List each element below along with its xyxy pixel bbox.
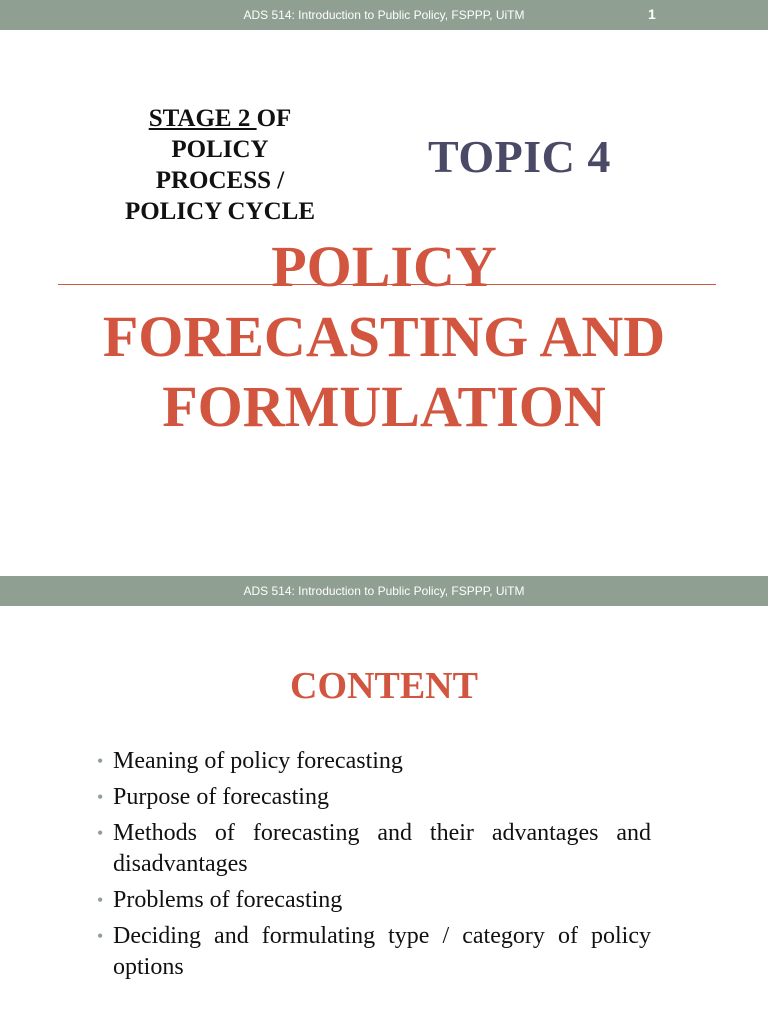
- bullet-dot-icon: •: [97, 890, 104, 910]
- slide2-footer-text: ADS 514: Introduction to Public Policy, FSPPP, UiTM: [243, 584, 525, 598]
- list-item: • Deciding and formulating type / category of policy options: [97, 923, 651, 980]
- list-item: • Purpose of forecasting: [97, 782, 651, 813]
- main-title: [40, 232, 728, 442]
- list-item: • Methods of forecasting and their advantages and disadvantages: [97, 820, 651, 877]
- slide-number: 1: [648, 6, 656, 22]
- content-bullet-list: [97, 746, 651, 988]
- main-title-line-1: POLICY: [271, 234, 497, 299]
- stage-underlined: STAGE 2: [148, 105, 257, 132]
- list-item: • Problems of forecasting: [97, 885, 651, 916]
- slide2-footer-bar: [0, 576, 768, 606]
- bullet-dot-icon: •: [97, 751, 104, 771]
- stage-line-1: [100, 103, 340, 134]
- main-title-line-3: FORMULATION: [162, 374, 606, 439]
- slide1-footer-text: ADS 514: Introduction to Public Policy, FSPPP, UiTM: [243, 8, 525, 22]
- stage-line-4: POLICY CYCLE: [124, 198, 316, 225]
- stage-subtitle: [100, 103, 340, 227]
- stage-line-3: PROCESS /: [155, 167, 285, 194]
- main-title-line-2: FORECASTING AND: [102, 304, 666, 369]
- slide1-footer-bar: [0, 0, 768, 30]
- topic-label: TOPIC 4: [428, 131, 611, 182]
- content-heading: CONTENT: [290, 665, 478, 707]
- stage-line-2: POLICY: [171, 136, 269, 163]
- bullet-dot-icon: •: [97, 787, 104, 807]
- stage-rest: OF: [256, 105, 292, 132]
- list-item: • Meaning of policy forecasting: [97, 746, 651, 777]
- bullet-dot-icon: •: [97, 926, 104, 946]
- bullet-dot-icon: •: [97, 823, 104, 843]
